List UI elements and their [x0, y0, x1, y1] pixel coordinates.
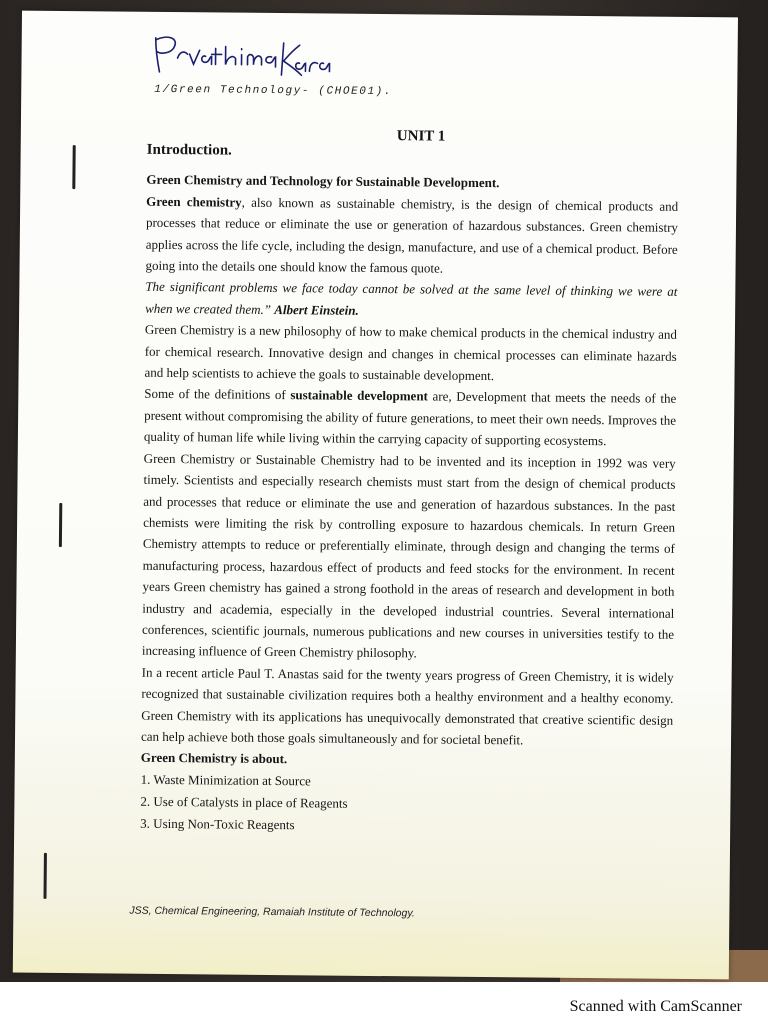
paragraph-history: Green Chemistry or Sustainable Chemistry had to be invented and its inception in 1992 was very timely. Scientists and especially research chemists must start from the design of chemical products and processes that reduce or eliminate the use and generation of hazardous substances. In the past chemists were limiting the risk by controlling exposure to hazardous chemicals. In return Green Chemistry attempts to reduce or preferentially eliminate, through design and changing the terms of manufacturing process, hazardous effect of products and feed stocks for the environment. In recent years Green chemistry has gained a strong foothold in the areas of research and development in both industry and academia, especially in the developed industrial countries. Several international conferences, scientific journals, numerous publications and new courses in universities testify to the increasing influence of Green Chemistry philosophy. — [141, 450, 676, 661]
scanner-watermark: Scanned with CamScanner — [569, 998, 742, 1015]
term-sustainable-development: sustainable development — [290, 387, 428, 404]
margin-mark — [43, 853, 46, 899]
handwritten-signature — [149, 28, 340, 84]
paragraph-sustainable-development — [144, 383, 677, 452]
list-item: 2. Use of Catalysts in place of Reagents — [140, 793, 348, 811]
term-green-chemistry: Green chemistry — [146, 193, 242, 210]
quote-text: The significant problems we face today cannot be solved at the same level of thinking we were at when we created them.” — [145, 279, 678, 317]
margin-mark — [72, 145, 75, 189]
einstein-quote — [145, 276, 677, 324]
margin-mark — [59, 503, 62, 547]
paragraph-definition — [145, 191, 678, 282]
unit-title: UNIT 1 — [396, 128, 446, 145]
sd-intro-text: Some of the definitions of — [144, 386, 291, 403]
page-footer: JSS, Chemical Engineering, Ramaiah Institute of Technology. — [129, 904, 415, 920]
list-item: 3. Using Non-Toxic Reagents — [140, 815, 295, 832]
paragraph-philosophy: Green Chemistry is a new philosophy of how to make chemical products in the chemical industry and for chemical research. Innovative design and changes in chemical processes can eliminate hazards and help scientists to achieve the goals to sustainable development. — [144, 322, 678, 384]
course-code: 1/Green Technology- (CHOE01). — [154, 83, 393, 99]
document-body — [140, 140, 679, 840]
sd-definition-text: are, Development that meets the needs of the present without compromising the ability of future generations, to meet their own needs. Improves the quality of human life while living within the carrying capacity of supporting ecosystems. — [143, 388, 677, 449]
introduction-heading: Introduction. — [146, 141, 232, 159]
principles-list — [140, 769, 673, 840]
document-page — [13, 11, 738, 980]
about-heading: Green Chemistry is about. — [140, 750, 288, 767]
section-heading: Green Chemistry and Technology for Sustainable Development. — [146, 172, 500, 191]
definition-text: , also known as sustainable chemistry, is the design of chemical products and processes that reduce or eliminate the use or generation of hazardous substances. Green chemistry applies across the life cycle, including the design, manufacture, and use of a chemical product. Before going into the details one should know the famous quote. — [145, 194, 679, 276]
paragraph-anastas: In a recent article Paul T. Anastas said for the twenty years progress of Green Chemistry, it is widely recognized that sustainable civilization requires both a healthy environment and a healthy economy. Green Chemistry with its applications has unequivocally demonstrated that creative scientific design can help achieve both those goals simultaneously and for societal benefit. — [140, 664, 674, 748]
list-item: 1. Waste Minimization at Source — [140, 771, 311, 789]
quote-author: Albert Einstein. — [274, 301, 359, 318]
